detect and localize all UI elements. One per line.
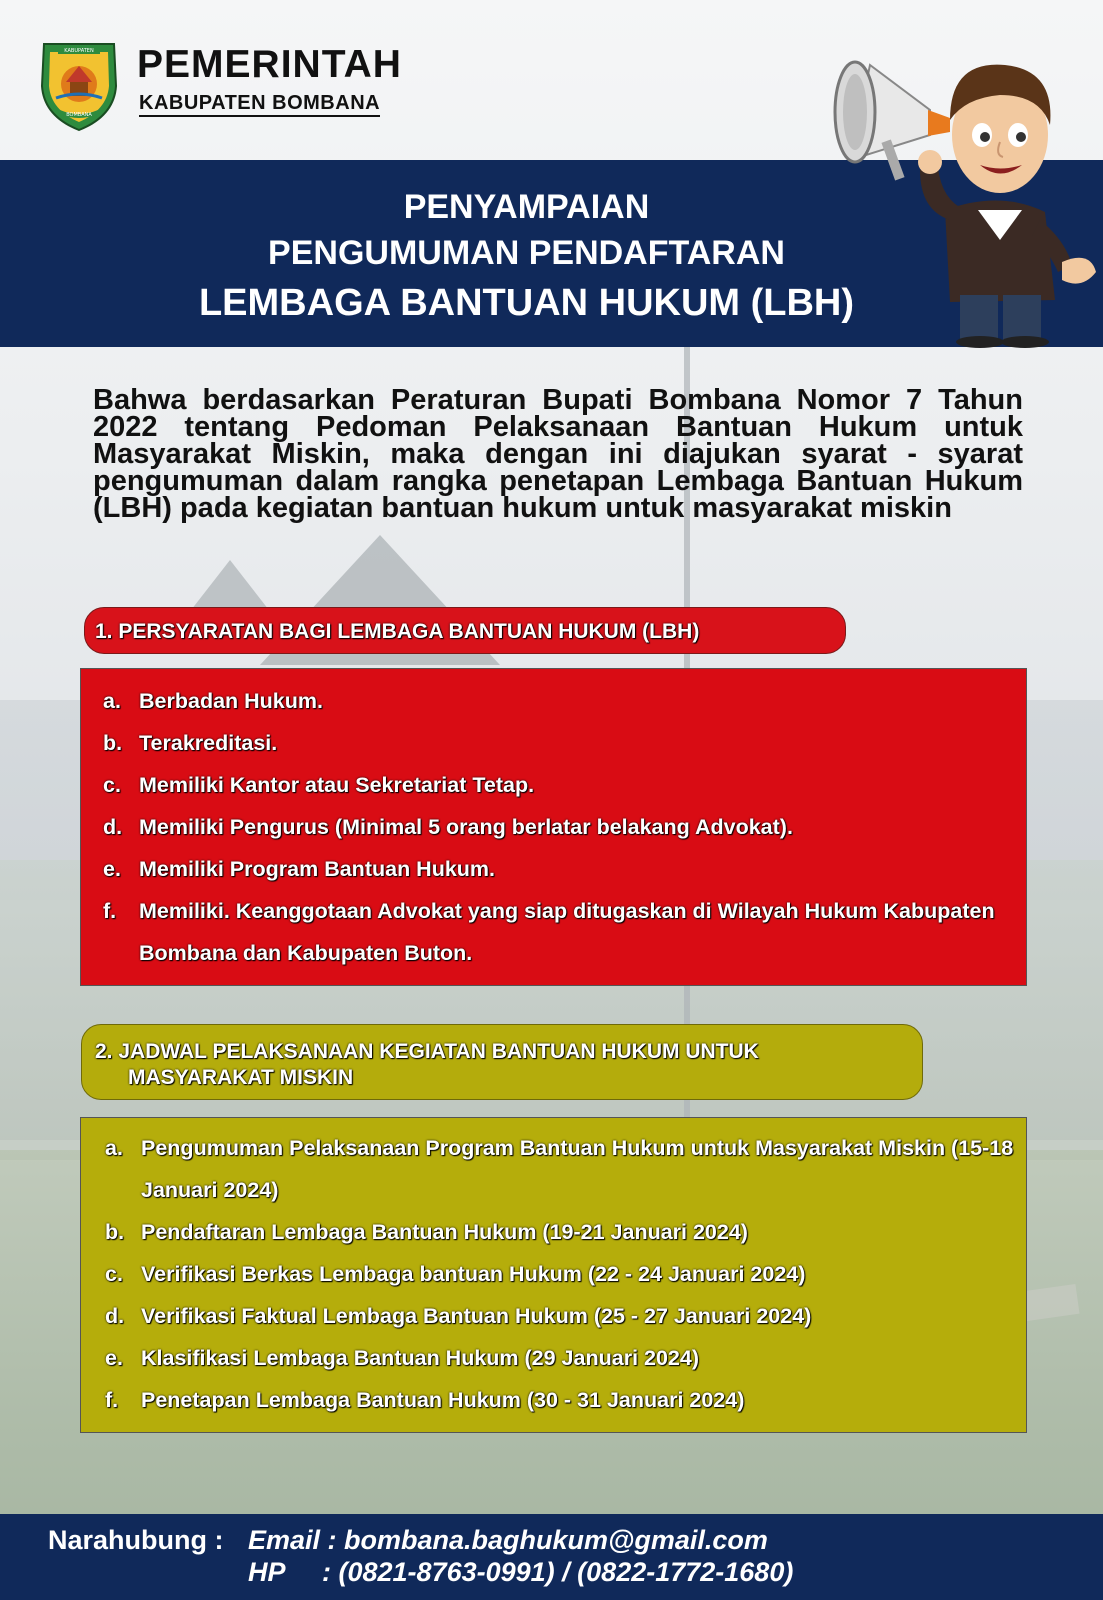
- list-item-text: Berbadan Hukum.: [139, 689, 323, 713]
- list-item: [105, 1379, 1025, 1421]
- list-marker: a.: [105, 1136, 123, 1160]
- list-item-text: Terakreditasi.: [139, 731, 278, 755]
- list-marker: c.: [103, 773, 121, 797]
- banner-line-1: PENYAMPAIAN: [403, 188, 650, 226]
- list-item-text: Pengumuman Pelaksanaan Program Bantuan Hukum untuk Masyarakat Miskin (15-18 Januari 2024): [141, 1136, 1014, 1202]
- list-item-text: Penetapan Lembaga Bantuan Hukum (30 - 31 Januari 2024): [141, 1388, 745, 1412]
- banner-line-2: PENGUMUMAN PENDAFTARAN: [268, 234, 785, 272]
- requirements-list: [103, 680, 1023, 974]
- schedule-list: [105, 1127, 1025, 1421]
- list-item: [105, 1337, 1025, 1379]
- list-item: [105, 1211, 1025, 1253]
- section-2-heading-line-1: 2. JADWAL PELAKSANAAN KEGIATAN BANTUAN HUKUM UNTUK: [95, 1040, 759, 1063]
- list-item: [103, 848, 1023, 890]
- list-marker: e.: [105, 1346, 123, 1370]
- list-marker: b.: [103, 731, 123, 755]
- intro-paragraph: Bahwa berdasarkan Peraturan Bupati Bombana Nomor 7 Tahun 2022 tentang Pedoman Pelaksanaan Bantuan Hukum untuk Masyarakat Miskin, maka dengan ini diajukan syarat - syarat pengumuman dalam rangka penetapan Lembaga Bantuan Hukum (LBH) pada kegiatan bantuan hukum untuk masyarakat miskin: [93, 384, 1023, 524]
- list-item: [103, 722, 1023, 764]
- list-marker: e.: [103, 857, 121, 881]
- contact-phone: HP : (0821-8763-0991) / (0822-1772-1680): [248, 1557, 794, 1587]
- section-2-heading: [81, 1024, 923, 1100]
- list-marker: c.: [105, 1262, 123, 1286]
- list-marker: d.: [103, 815, 123, 839]
- megaphone-man-illustration: [800, 40, 1100, 350]
- list-item-text: Verifikasi Faktual Lembaga Bantuan Hukum (25 - 27 Januari 2024): [141, 1304, 812, 1328]
- section-2-heading-line-2: MASYARAKAT MISKIN: [128, 1066, 354, 1089]
- list-item-text: Verifikasi Berkas Lembaga bantuan Hukum (22 - 24 Januari 2024): [141, 1262, 806, 1286]
- list-marker: f.: [105, 1388, 119, 1412]
- list-item-text: Memiliki Kantor atau Sekretariat Tetap.: [139, 773, 535, 797]
- contact-label: Narahubung :: [48, 1525, 224, 1555]
- government-subtitle: KABUPATEN BOMBANA: [139, 92, 380, 117]
- list-marker: b.: [105, 1220, 125, 1244]
- list-item-text: Klasifikasi Lembaga Bantuan Hukum (29 Januari 2024): [141, 1346, 700, 1370]
- contact-email: Email : bombana.baghukum@gmail.com: [248, 1525, 768, 1555]
- svg-text:BOMBANA: BOMBANA: [66, 112, 92, 118]
- list-item-text: Memiliki Program Bantuan Hukum.: [139, 857, 496, 881]
- bombana-regency-logo: [36, 38, 122, 132]
- list-item: [103, 764, 1023, 806]
- list-item-text: Memiliki. Keanggotaan Advokat yang siap ditugaskan di Wilayah Hukum Kabupaten Bombana dan Kabupaten Buton.: [139, 899, 995, 965]
- section-1-heading: 1. PERSYARATAN BAGI LEMBAGA BANTUAN HUKUM (LBH): [84, 607, 846, 654]
- list-item-text: Memiliki Pengurus (Minimal 5 orang berlatar belakang Advokat).: [139, 815, 793, 839]
- banner-line-3: LEMBAGA BANTUAN HUKUM (LBH): [198, 282, 855, 324]
- list-item: [103, 806, 1023, 848]
- list-item-text: Pendaftaran Lembaga Bantuan Hukum (19-21 Januari 2024): [141, 1220, 748, 1244]
- government-title: PEMERINTAH: [137, 43, 402, 86]
- list-item: [105, 1295, 1025, 1337]
- list-item: [105, 1253, 1025, 1295]
- svg-text:KABUPATEN: KABUPATEN: [64, 48, 94, 54]
- list-item: [103, 890, 1023, 974]
- list-item: [105, 1127, 1025, 1211]
- list-marker: d.: [105, 1304, 125, 1328]
- list-marker: f.: [103, 899, 117, 923]
- list-marker: a.: [103, 689, 121, 713]
- list-item: [103, 680, 1023, 722]
